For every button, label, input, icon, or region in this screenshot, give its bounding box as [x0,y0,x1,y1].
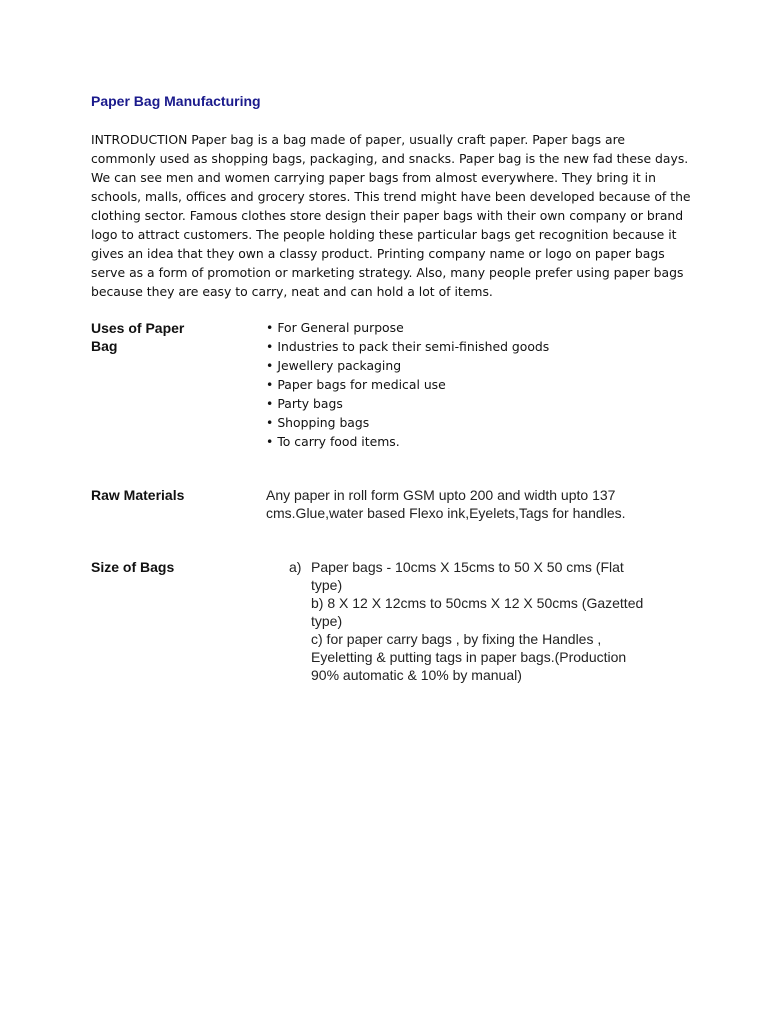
uses-list [266,318,549,451]
list-item [266,394,549,413]
size-of-bags-text [311,558,691,684]
list-item [266,337,549,356]
intro-line: schools, malls, offices and grocery stores. This trend might have been developed because of the [91,189,691,204]
introduction-paragraph [91,130,691,301]
list-item [266,413,549,432]
intro-line: gives an idea that they own a classy product. Printing company name or logo on paper bags [91,246,665,261]
size-line: 90% automatic & 10% by manual) [311,667,522,683]
size-line: Eyeletting & putting tags in paper bags.(Production [311,649,627,665]
list-item-text: Shopping bags [277,415,370,430]
list-item [266,375,549,394]
size-line: b) 8 X 12 X 12cms to 50cms X 12 X 50cms (Gazetted [311,595,644,611]
size-line: type) [311,613,343,629]
document-title: Paper Bag Manufacturing [91,93,261,109]
uses-heading-line: Bag [91,338,118,354]
list-item-text: For General purpose [277,320,404,335]
list-marker: a) [289,559,302,575]
intro-line: INTRODUCTION Paper bag is a bag made of paper, usually craft paper. Paper bags are [91,132,626,147]
intro-line: logo to attract customers. The people holding these particular bags get recognition because it [91,227,677,242]
bullet-icon: • [266,396,274,411]
uses-heading [91,319,184,355]
list-item-text: Paper bags for medical use [277,377,446,392]
intro-line: clothing sector. Famous clothes store design their paper bags with their own company or brand [91,208,684,223]
uses-heading-line: Uses of Paper [91,320,185,336]
list-item [266,318,549,337]
bullet-icon: • [266,320,274,335]
list-item-text: To carry food items. [277,434,400,449]
size-line: type) [311,577,343,593]
size-line: c) for paper carry bags , by fixing the Handles , [311,631,602,647]
list-item-text: Industries to pack their semi-finished goods [277,339,550,354]
intro-line: We can see men and women carrying paper bags from almost everywhere. They bring it in [91,170,656,185]
size-line: Paper bags - 10cms X 15cms to 50 X 50 cms (Flat [311,559,624,575]
intro-line: commonly used as shopping bags, packaging, and snacks. Paper bag is the new fad these days. [91,151,689,166]
size-of-bags-heading: Size of Bags [91,559,175,575]
bullet-icon: • [266,339,274,354]
bullet-icon: • [266,377,274,392]
intro-line: because they are easy to carry, neat and can hold a lot of items. [91,284,493,299]
raw-materials-line: cms.Glue,water based Flexo ink,Eyelets,Tags for handles. [266,505,626,521]
raw-materials-text [266,486,686,522]
raw-materials-line: Any paper in roll form GSM upto 200 and width upto 137 [266,487,616,503]
raw-materials-heading: Raw Materials [91,487,185,503]
list-item-text: Jewellery packaging [277,358,402,373]
list-item [266,356,549,375]
list-item-text: Party bags [277,396,343,411]
intro-line: serve as a form of promotion or marketing strategy. Also, many people prefer using paper bags [91,265,684,280]
bullet-icon: • [266,358,274,373]
bullet-icon: • [266,415,274,430]
list-item [266,432,549,451]
bullet-icon: • [266,434,274,449]
